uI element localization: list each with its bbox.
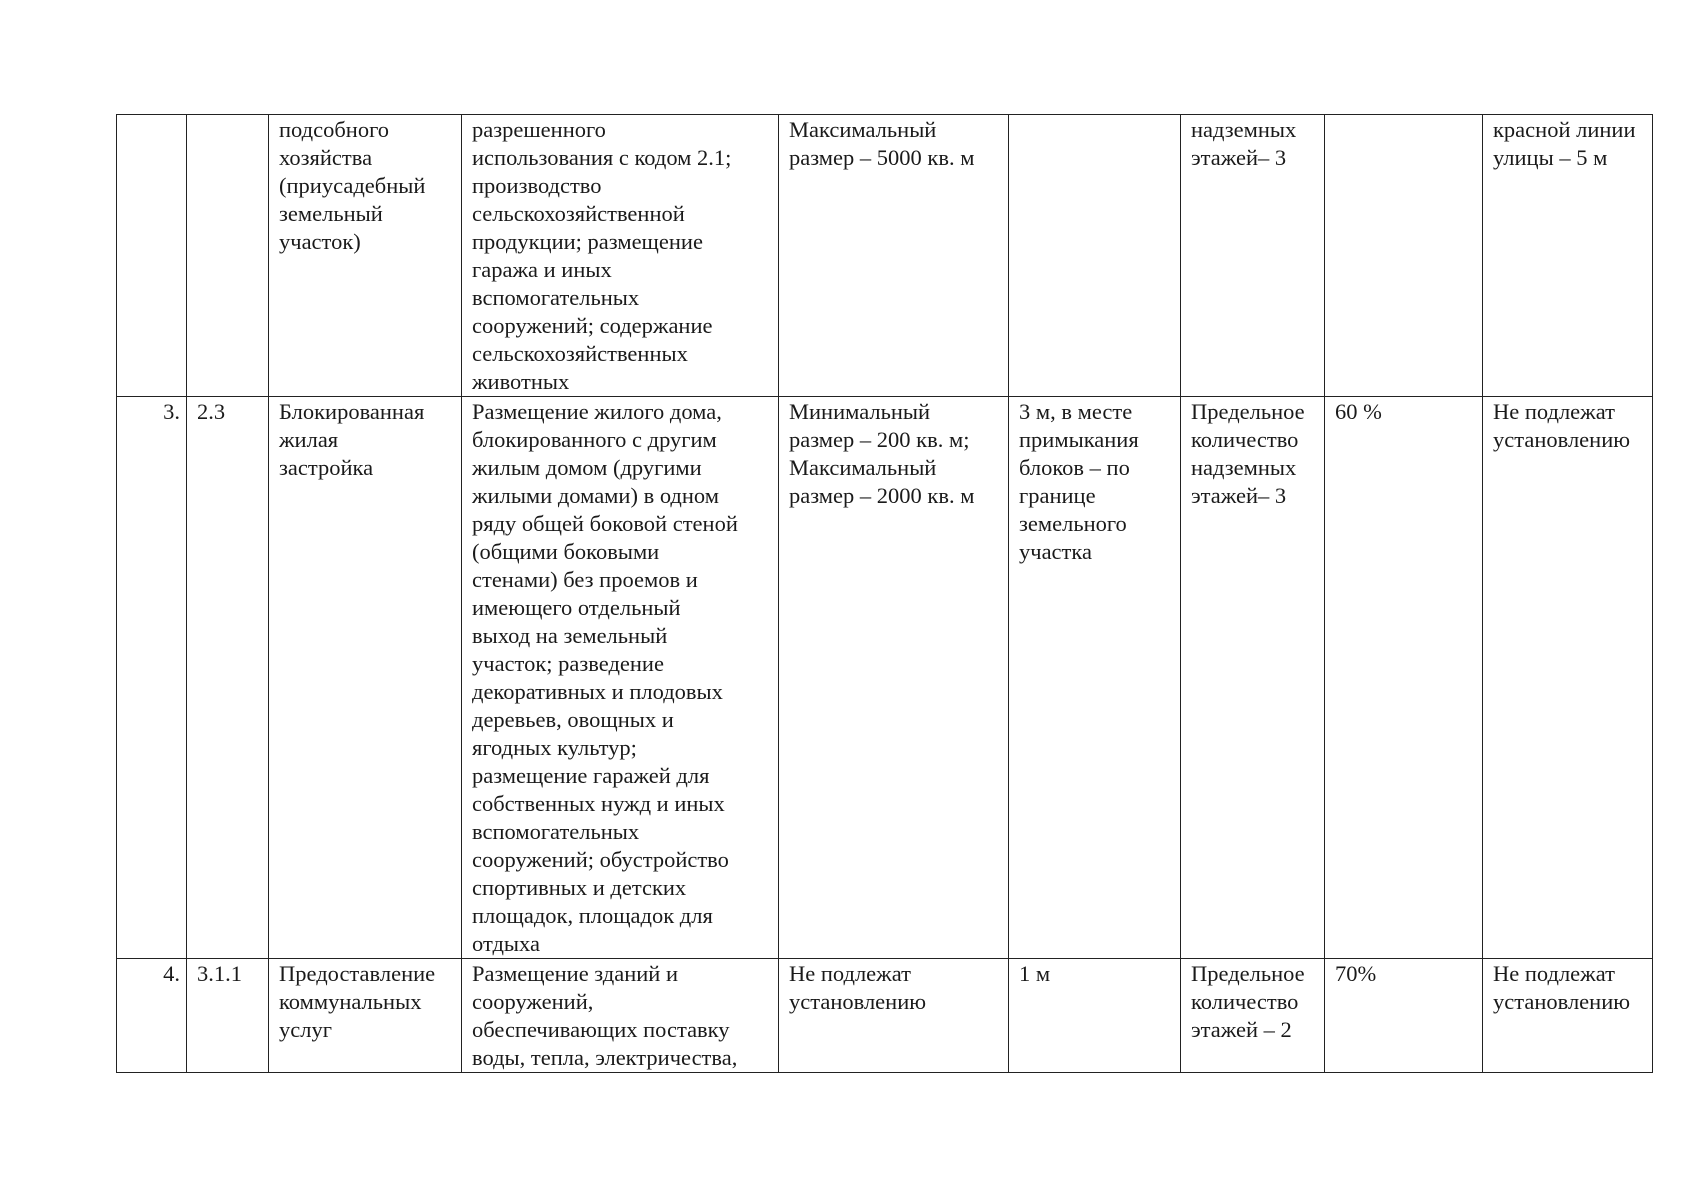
cell-line: коммунальных [279, 989, 422, 1014]
use-code-cell: 3.1.1 [187, 959, 269, 1073]
cell-line: площадок, площадок для [472, 903, 713, 928]
row-number-cell: 4. [117, 959, 187, 1073]
cell-line: Максимальный [789, 117, 937, 142]
use-name-cell [269, 959, 462, 1073]
cell-line: установлению [1493, 427, 1631, 452]
cell-line: улицы – 5 м [1493, 145, 1608, 170]
cell-line: количество [1191, 989, 1299, 1014]
cell-line: собственных нужд и иных [472, 791, 725, 816]
cell-line: блоков – по [1019, 455, 1130, 480]
use-code-cell [187, 115, 269, 397]
cell-line: 1 м [1019, 961, 1051, 986]
table-row [117, 959, 1653, 1073]
cell-line: Предельное [1191, 399, 1305, 424]
cell-line: размер – 200 кв. м; [789, 427, 970, 452]
cell-line: жилая [279, 427, 339, 452]
cell-line: границе [1019, 483, 1096, 508]
cell-line: ягодных культур; [472, 735, 637, 760]
cell-line: 3 м, в месте [1019, 399, 1133, 424]
cell-line: установлению [1493, 989, 1631, 1014]
row-number-cell [117, 115, 187, 397]
cell-line: сельскохозяйственной [472, 201, 685, 226]
cell-line: разрешенного [472, 117, 606, 142]
cell-line: Размещение жилого дома, [472, 399, 722, 424]
cell-line: ряду общей боковой стеной [472, 511, 738, 536]
floors-cell [1181, 397, 1325, 959]
floors-cell [1181, 115, 1325, 397]
plot-size-cell [779, 959, 1009, 1073]
cell-line: размер – 5000 кв. м [789, 145, 975, 170]
cell-line: вспомогательных [472, 819, 640, 844]
table-row [117, 115, 1653, 397]
cell-line: отдыха [472, 931, 540, 956]
cell-line: стенами) без проемов и [472, 567, 698, 592]
coverage-cell [1325, 959, 1483, 1073]
red-line-cell [1483, 959, 1653, 1073]
cell-line: Размещение зданий и [472, 961, 679, 986]
cell-line: (общими боковыми [472, 539, 660, 564]
cell-line: красной линии [1493, 117, 1636, 142]
cell-line: продукции; размещение [472, 229, 703, 254]
cell-line: гаража и иных [472, 257, 612, 282]
cell-line: Максимальный [789, 455, 937, 480]
row-number-cell: 3. [117, 397, 187, 959]
cell-line: участок) [279, 229, 361, 254]
cell-line: Минимальный [789, 399, 931, 424]
use-description-cell [462, 959, 779, 1073]
setback-cell [1009, 397, 1181, 959]
cell-line: участок; разведение [472, 651, 664, 676]
cell-line: жилым домом (другими [472, 455, 702, 480]
cell-line: вспомогательных [472, 285, 640, 310]
cell-line: надземных [1191, 455, 1297, 480]
setback-cell [1009, 959, 1181, 1073]
use-description-cell [462, 397, 779, 959]
cell-line: обеспечивающих поставку [472, 1017, 730, 1042]
use-description-cell [462, 115, 779, 397]
cell-line: воды, тепла, электричества, [472, 1045, 738, 1070]
plot-size-cell [779, 115, 1009, 397]
cell-line: Предельное [1191, 961, 1305, 986]
cell-line: этажей– 3 [1191, 483, 1287, 508]
cell-line: сооружений; обустройство [472, 847, 729, 872]
cell-line: жилыми домами) в одном [472, 483, 719, 508]
plot-size-cell [779, 397, 1009, 959]
cell-line: сельскохозяйственных [472, 341, 688, 366]
red-line-cell [1483, 115, 1653, 397]
cell-line: 60 % [1335, 399, 1382, 424]
cell-line: количество [1191, 427, 1299, 452]
cell-line: Не подлежат [1493, 399, 1615, 424]
cell-line: надземных [1191, 117, 1297, 142]
use-code-cell: 2.3 [187, 397, 269, 959]
coverage-cell [1325, 397, 1483, 959]
red-line-cell [1483, 397, 1653, 959]
cell-line: примыкания [1019, 427, 1139, 452]
cell-line: земельного [1019, 511, 1127, 536]
cell-line: Не подлежат [789, 961, 911, 986]
cell-line: сооружений; содержание [472, 313, 713, 338]
table-row [117, 397, 1653, 959]
cell-line: сооружений, [472, 989, 594, 1014]
cell-line: хозяйства [279, 145, 373, 170]
cell-line: декоративных и плодовых [472, 679, 723, 704]
use-name-cell [269, 115, 462, 397]
cell-line: услуг [279, 1017, 332, 1042]
cell-line: спортивных и детских [472, 875, 687, 900]
setback-cell [1009, 115, 1181, 397]
cell-line: Не подлежат [1493, 961, 1615, 986]
cell-line: земельный [279, 201, 383, 226]
cell-line: размер – 2000 кв. м [789, 483, 975, 508]
cell-line: животных [472, 369, 570, 394]
cell-line: застройка [279, 455, 374, 480]
cell-line: имеющего отдельный [472, 595, 681, 620]
cell-line: использования с кодом 2.1; [472, 145, 732, 170]
floors-cell [1181, 959, 1325, 1073]
cell-line: подсобного [279, 117, 389, 142]
cell-line: установлению [789, 989, 927, 1014]
cell-line: Блокированная [279, 399, 425, 424]
cell-line: этажей– 3 [1191, 145, 1287, 170]
cell-line: деревьев, овощных и [472, 707, 674, 732]
cell-line: участка [1019, 539, 1092, 564]
cell-line: (приусадебный [279, 173, 426, 198]
cell-line: 70% [1335, 961, 1377, 986]
cell-line: Предоставление [279, 961, 436, 986]
cell-line: производство [472, 173, 602, 198]
cell-line: выход на земельный [472, 623, 668, 648]
cell-line: этажей – 2 [1191, 1017, 1292, 1042]
cell-line: блокированного с другим [472, 427, 717, 452]
use-name-cell [269, 397, 462, 959]
cell-line: размещение гаражей для [472, 763, 710, 788]
table-body [117, 115, 1653, 1073]
coverage-cell [1325, 115, 1483, 397]
regulations-table [116, 114, 1653, 1073]
